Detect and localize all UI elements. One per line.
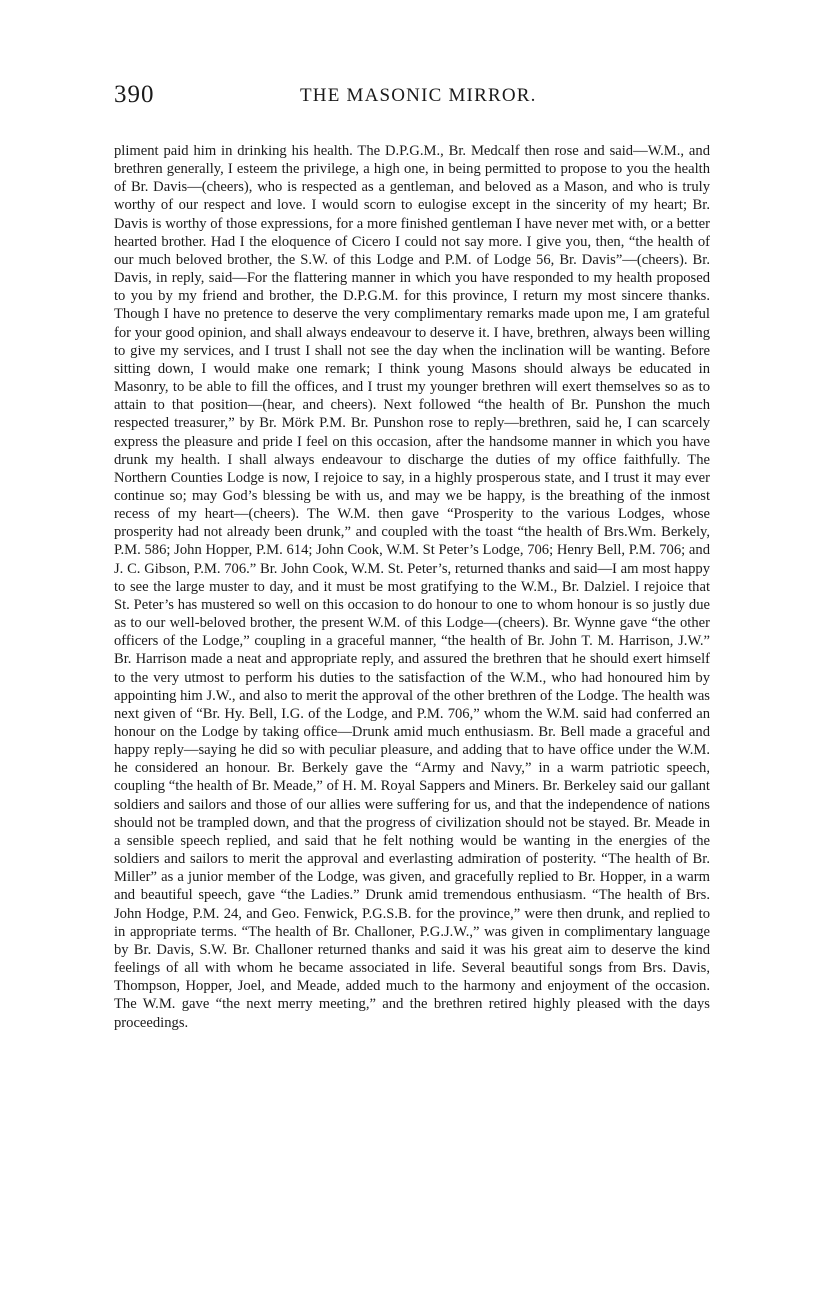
running-title: THE MASONIC MIRROR. [300,85,537,106]
article-body: pliment paid him in drinking his health. The D.P.G.M., Br. Medcalf then rose and said—W.M., and brethren generally, I esteem the privilege, a high one, in being permitted to propose to you the health of Br. Davis—(cheers), who is respected as a gentleman, and beloved as a Mason, and who is truly worthy of our respect and love. I would scorn to eulogise except in the sincerity of my heart; Br. Davis is worthy of those expressions, for a more finished gentleman I have never met with, or a better hearted brother. Had I the eloquence of Cicero I could not say more. I give you, then, “the health of our much beloved brother, the S.W. of this Lodge and P.M. of Lodge 56, Br. Davis”—(cheers). Br. Davis, in reply, said—For the flattering manner in which you have responded to my health proposed to you by my friend and brother, the D.P.G.M. for this province, I return my most sincere thanks. Though I have no pretence to deserve the very complimentary remarks made upon me, I am grateful for your good opinion, and shall always endeavour to deserve it. I have, brethren, always been willing to give my services, and I trust I shall not see the day when the inclination will be wanting. Before sitting down, I would make one remark; I think young Masons should always be educated in Masonry, to be able to fill the offices, and I trust my younger brethren will exert themselves so as to attain to that position—(hear, and cheers). Next followed “the health of Br. Punshon the much respected treasurer,” by Br. Mörk P.M. Br. Punshon rose to reply—brethren, said he, I can scarcely express the pleasure and pride I feel on this occasion, after the handsome manner in which you have drunk my health. I shall always endeavour to discharge the duties of my office faithfully. The Northern Counties Lodge is now, I rejoice to say, in a highly prosperous state, and I trust it may ever continue so; may God’s blessing be with us, and may we be happy, is the breathing of the inmost recess of my heart—(cheers). The W.M. then gave “Prosperity to the various Lodges, whose prosperity had not already been drunk,” and coupled with the toast “the health of Brs.Wm. Berkely, P.M. 586; John Hopper, P.M. 614; John Cook, W.M. St Peter’s Lodge, 706; Henry Bell, P.M. 706; and J. C. Gibson, P.M. 706.” Br. John Cook, W.M. St. Peter’s, returned thanks and said—I am most happy to see the large muster to day, and it must be most gratifying to the W.M., Br. Dalziel. I rejoice that St. Peter’s has mustered so well on this occasion to do honour to one to whom honour is so justly due as to our well-beloved brother, the present W.M. of this Lodge—(cheers). Br. Wynne gave “the other officers of the Lodge,” coupling in a graceful manner, “the health of Br. John T. M. Harrison, J.W.” Br. Harrison made a neat and appropriate reply, and assured the brethren that he should exert himself to the very utmost to perform his duties to the satisfaction of the W.M., who had honoured him by appointing him J.W., and also to merit the approval of the other brethren of the Lodge. The health was next given of “Br. Hy. Bell, I.G. of the Lodge, and P.M. 706,” whom the W.M. said had conferred an honour on the Lodge by taking office—Drunk amid much enthusiasm. Br. Bell made a graceful and happy reply—saying he did so with peculiar pleasure, and adding that to have office under the W.M. he considered an honour. Br. Berkely gave the “Army and Navy,” in a warm patriotic speech, coupling “the health of Br. Meade,” of H. M. Royal Sappers and Miners. Br. Berkeley said our gallant soldiers and sailors and those of our allies were suffering for us, and that the independence of nations should not be trampled down, and that the progress of civilization should not be stayed. Br. Meade in a sensible speech replied, and said that he felt nothing would be wanting in the energies of the soldiers and sailors to merit the approval and everlasting admiration of posterity. “The health of Br. Miller” as a junior member of the Lodge, was given, and gracefully replied to Br. Hopper, in a warm and beautiful speech, gave “the Ladies.” Drunk amid tremendous enthusiasm. “The health of Brs. John Hodge, P.M. 24, and Geo. Fenwick, P.G.S.B. for the province,” were then drunk, and replied to in appropriate terms. “The health of Br. Challoner, P.G.J.W.,” was given in complimentary language by Br. Davis, S.W. Br. Challoner returned thanks and said it was his great aim to deserve the kind feelings of all with whom he became associated in life. Several beautiful songs from Brs. Davis, Thompson, Hopper, Joel, and Meade, added much to the harmony and enjoyment of the occasion. The W.M. gave “the next merry meeting,” and the brethren retired highly pleased with the days proceedings. [114,143,710,1031]
page-header [114,80,714,116]
page-number: 390 [114,81,155,108]
